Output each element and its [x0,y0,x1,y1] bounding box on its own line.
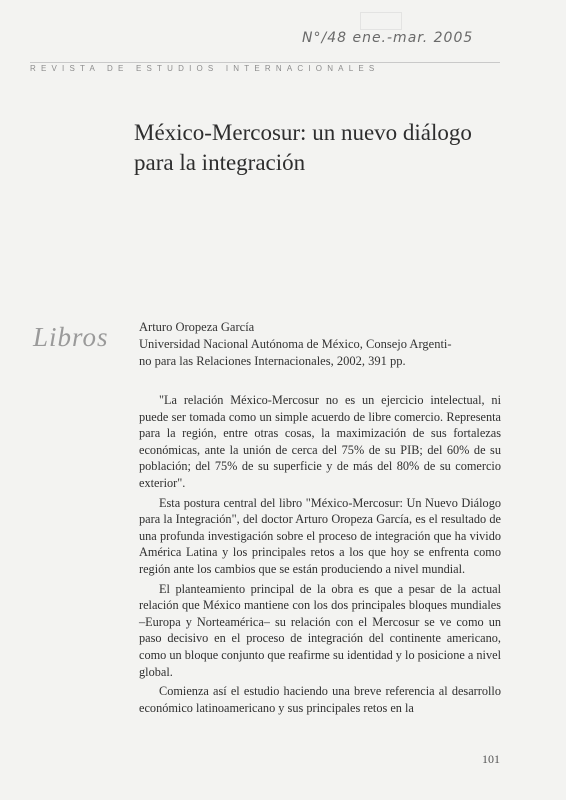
header-rule [30,62,500,63]
publisher-line-2: no para las Relaciones Internacionales, 2002, 391 pp. [139,354,406,368]
handwritten-annotation: N°/48 ene.-mar. 2005 [302,30,474,46]
paragraph-1: "La relación México-Mercosur no es un ejercicio intelectual, ni puede ser tomada como un simple acuerdo de libre comercio. Representa para la región, entre otras cosas, la maximización de sus fortalezas económicas, ante la unión de cerca del 75% de su PIB; del 60% de su población; del 75% de su superficie y de más del 80% de su comercio exterior". [139,393,501,490]
paragraph-4: Comienza así el estudio haciendo una breve referencia al desarrollo económico latinoamericano y sus principales retos en la [139,684,501,715]
title-line-1: México-Mercosur: un nuevo diálogo [134,120,472,145]
article-title [134,118,514,178]
title-line-2: para la integración [134,150,306,175]
paragraph-3: El planteamiento principal de la obra es que a pesar de la actual relación que México mantiene con los dos principales bloques mundiales –Europa y Norteamérica– su relación con el Mercosur se ve como un paso decisivo en el proceso de integración del continente americano, como un bloque conjunto que reafirme su identidad y lo posicione a nivel global. [139,581,501,679]
paragraph-2: Esta postura central del libro "México-Mercosur: Un Nuevo Diálogo para la Integración", del doctor Arturo Oropeza García, es el resultado de una profunda investigación sobre el proceso de integración que ha vivido América Latina y los principales retos a los que hoy se enfrenta como región ante los cambios que se están produciendo a nivel mundial. [139,495,501,576]
bibliographic-info [139,319,514,370]
publisher-line-1: Universidad Nacional Autónoma de México, Consejo Argenti- [139,337,452,351]
book-author: Arturo Oropeza García [139,320,255,334]
page-number: 101 [482,752,500,766]
section-label: Libros [33,322,109,352]
faint-stamp [360,12,402,30]
running-head: REVISTA DE ESTUDIOS INTERNACIONALES [30,64,380,73]
review-body [139,392,501,719]
